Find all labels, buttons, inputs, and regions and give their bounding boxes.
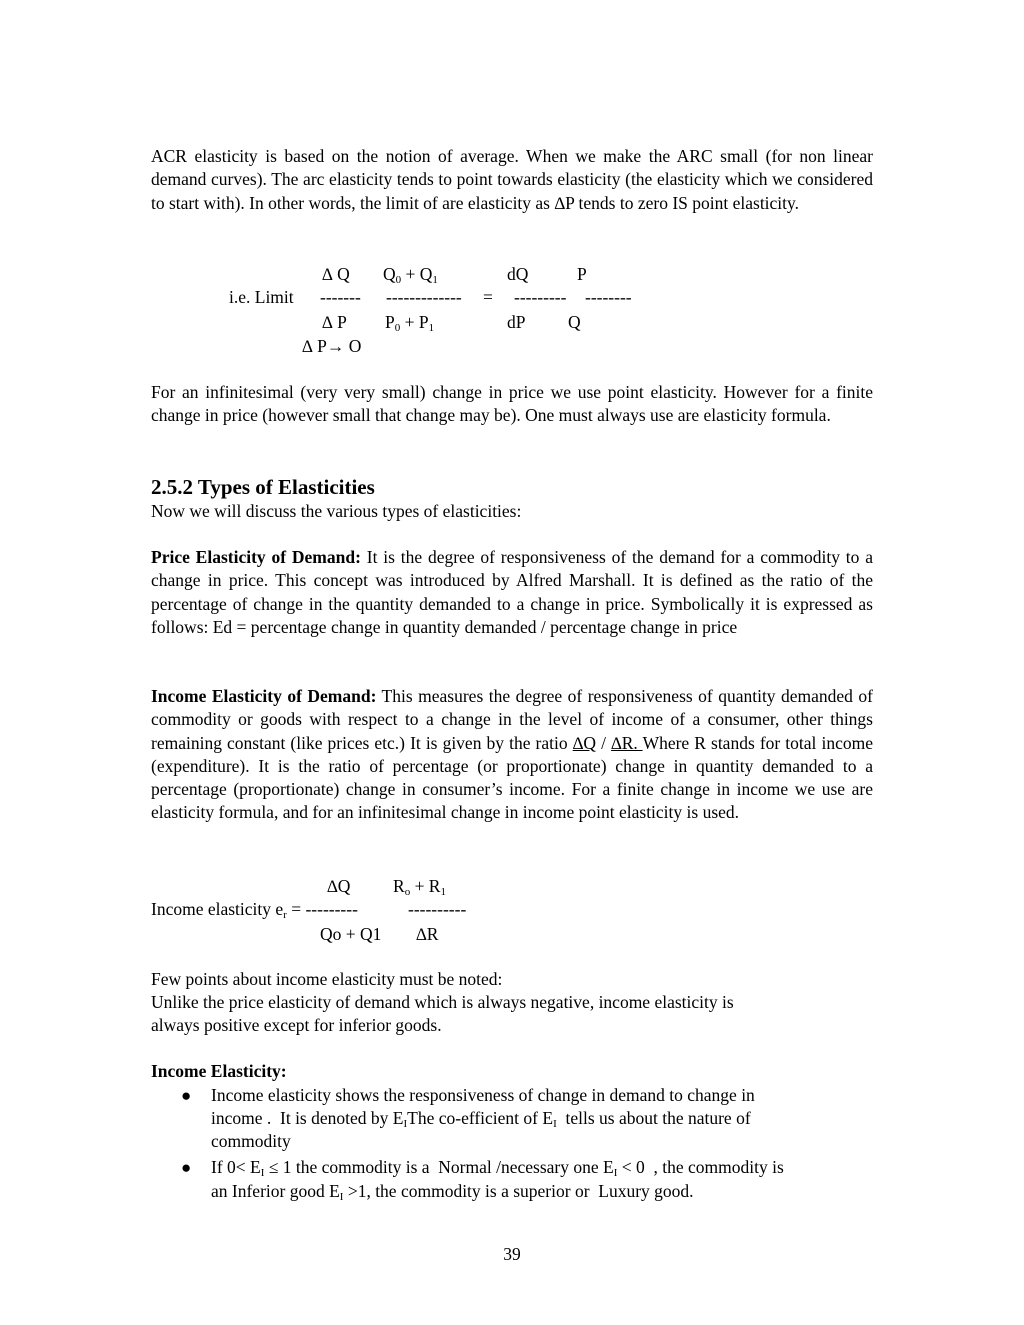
formula2-dashes: ----------	[408, 899, 467, 919]
bullet-dot-1: ●	[181, 1086, 192, 1105]
infinitesimal-paragraph: For an infinitesimal (very very small) change in price we use point elasticity. However for a finite change in price (however small that change may be). One must always use are elasticity formula.	[151, 382, 873, 426]
bullet-2-line-1: If $0< E_I \le 1$ the commodity is a Normal /necessary one $E_I < 0$ , the commodity is	[211, 1157, 784, 1179]
income-elasticity-heading: Income Elasticity:	[151, 1061, 287, 1081]
formula-dashes-4: --------	[585, 287, 632, 307]
formula2-q-sum: Qo + Q1	[320, 924, 382, 944]
formula-dashes-2: -------------	[386, 287, 462, 307]
section-intro: Now we will discuss the various types of elasticities:	[151, 501, 522, 521]
formula-limit-condition: ∆ P→ O	[302, 336, 362, 356]
formula2-delta-r: ∆R	[416, 924, 439, 944]
formula2-delta-q: ∆Q	[327, 876, 351, 896]
points-line-1: Unlike the price elasticity of demand which is always negative, income elasticity is	[151, 992, 734, 1012]
income-elasticity-paragraph: Income Elasticity of Demand: This measures the degree of responsiveness of quantity demanded of commodity or goods with respect to a change in the level of income of a consumer, other things remaining constant (like prices etc.) It is given by the ratio ∆Q / ∆R. Where R stands for total income (expenditure). It is the ratio of percentage (or proportionate) change in quantity demanded to a percentage (proportionate) change in consumer’s income. For a finite change in income we use are elasticity formula, and for an infinitesimal change in income point elasticity is used.	[151, 686, 873, 823]
section-heading: 2.5.2 Types of Elasticities	[151, 475, 375, 499]
formula-ie-limit: i.e. Limit	[229, 287, 294, 307]
formula-q-sum: $Q_0 + Q_1$	[383, 264, 438, 286]
points-line-2: always positive except for inferior goods.	[151, 1015, 442, 1035]
price-elasticity-label: Price Elasticity of Demand:	[151, 547, 361, 567]
formula-delta-q: ∆ Q	[322, 264, 350, 284]
formula-dashes-1: -------	[320, 287, 361, 307]
bullet-dot-2: ●	[181, 1158, 192, 1177]
points-intro: Few points about income elasticity must be noted:	[151, 969, 503, 989]
page-number: 39	[503, 1244, 521, 1264]
bullet-2-line-2: an Inferior good $E_I >1$, the commodity is a superior or Luxury good.	[211, 1181, 694, 1203]
formula-equals: =	[483, 287, 493, 307]
formula-delta-p: ∆ P	[322, 312, 347, 332]
formula-dashes-3: ---------	[514, 287, 567, 307]
bullet-1-line-1: Income elasticity shows the responsiveness of change in demand to change in	[211, 1085, 755, 1105]
intro-paragraph: ACR elasticity is based on the notion of average. When we make the ARC small (for non linear demand curves). The arc elasticity tends to point towards elasticity (the elasticity which we considered to start with). In other words, the limit of are elasticity as ∆P tends to zero IS point elasticity.	[151, 146, 873, 213]
formula-p: P	[577, 264, 587, 284]
formula2-lhs: Income elasticity $e_r$ = ---------	[151, 899, 358, 921]
formula-q: Q	[568, 312, 581, 332]
price-elasticity-paragraph: Price Elasticity of Demand: It is the degree of responsiveness of the demand for a commodity to a change in price. This concept was introduced by Alfred Marshall. It is defined as the ratio of the percentage of change in the quantity demanded to a change in price. Symbolically it is expressed as follows: Ed = percentage change in quantity demanded / percentage change in price	[151, 547, 873, 637]
formula-p-sum: $P_0 + P_1$	[385, 312, 435, 334]
formula2-r-sum: $R_o + R_1$	[393, 876, 446, 898]
bullet-1-line-3: commodity	[211, 1131, 291, 1151]
formula-dp: dP	[507, 312, 526, 332]
bullet-1-line-2: income . It is denoted by $E_IThe$ co-efficient of $E_I$ tells us about the nature of	[211, 1108, 751, 1130]
formula-dq: dQ	[507, 264, 529, 284]
income-elasticity-label: Income Elasticity of Demand:	[151, 686, 377, 706]
